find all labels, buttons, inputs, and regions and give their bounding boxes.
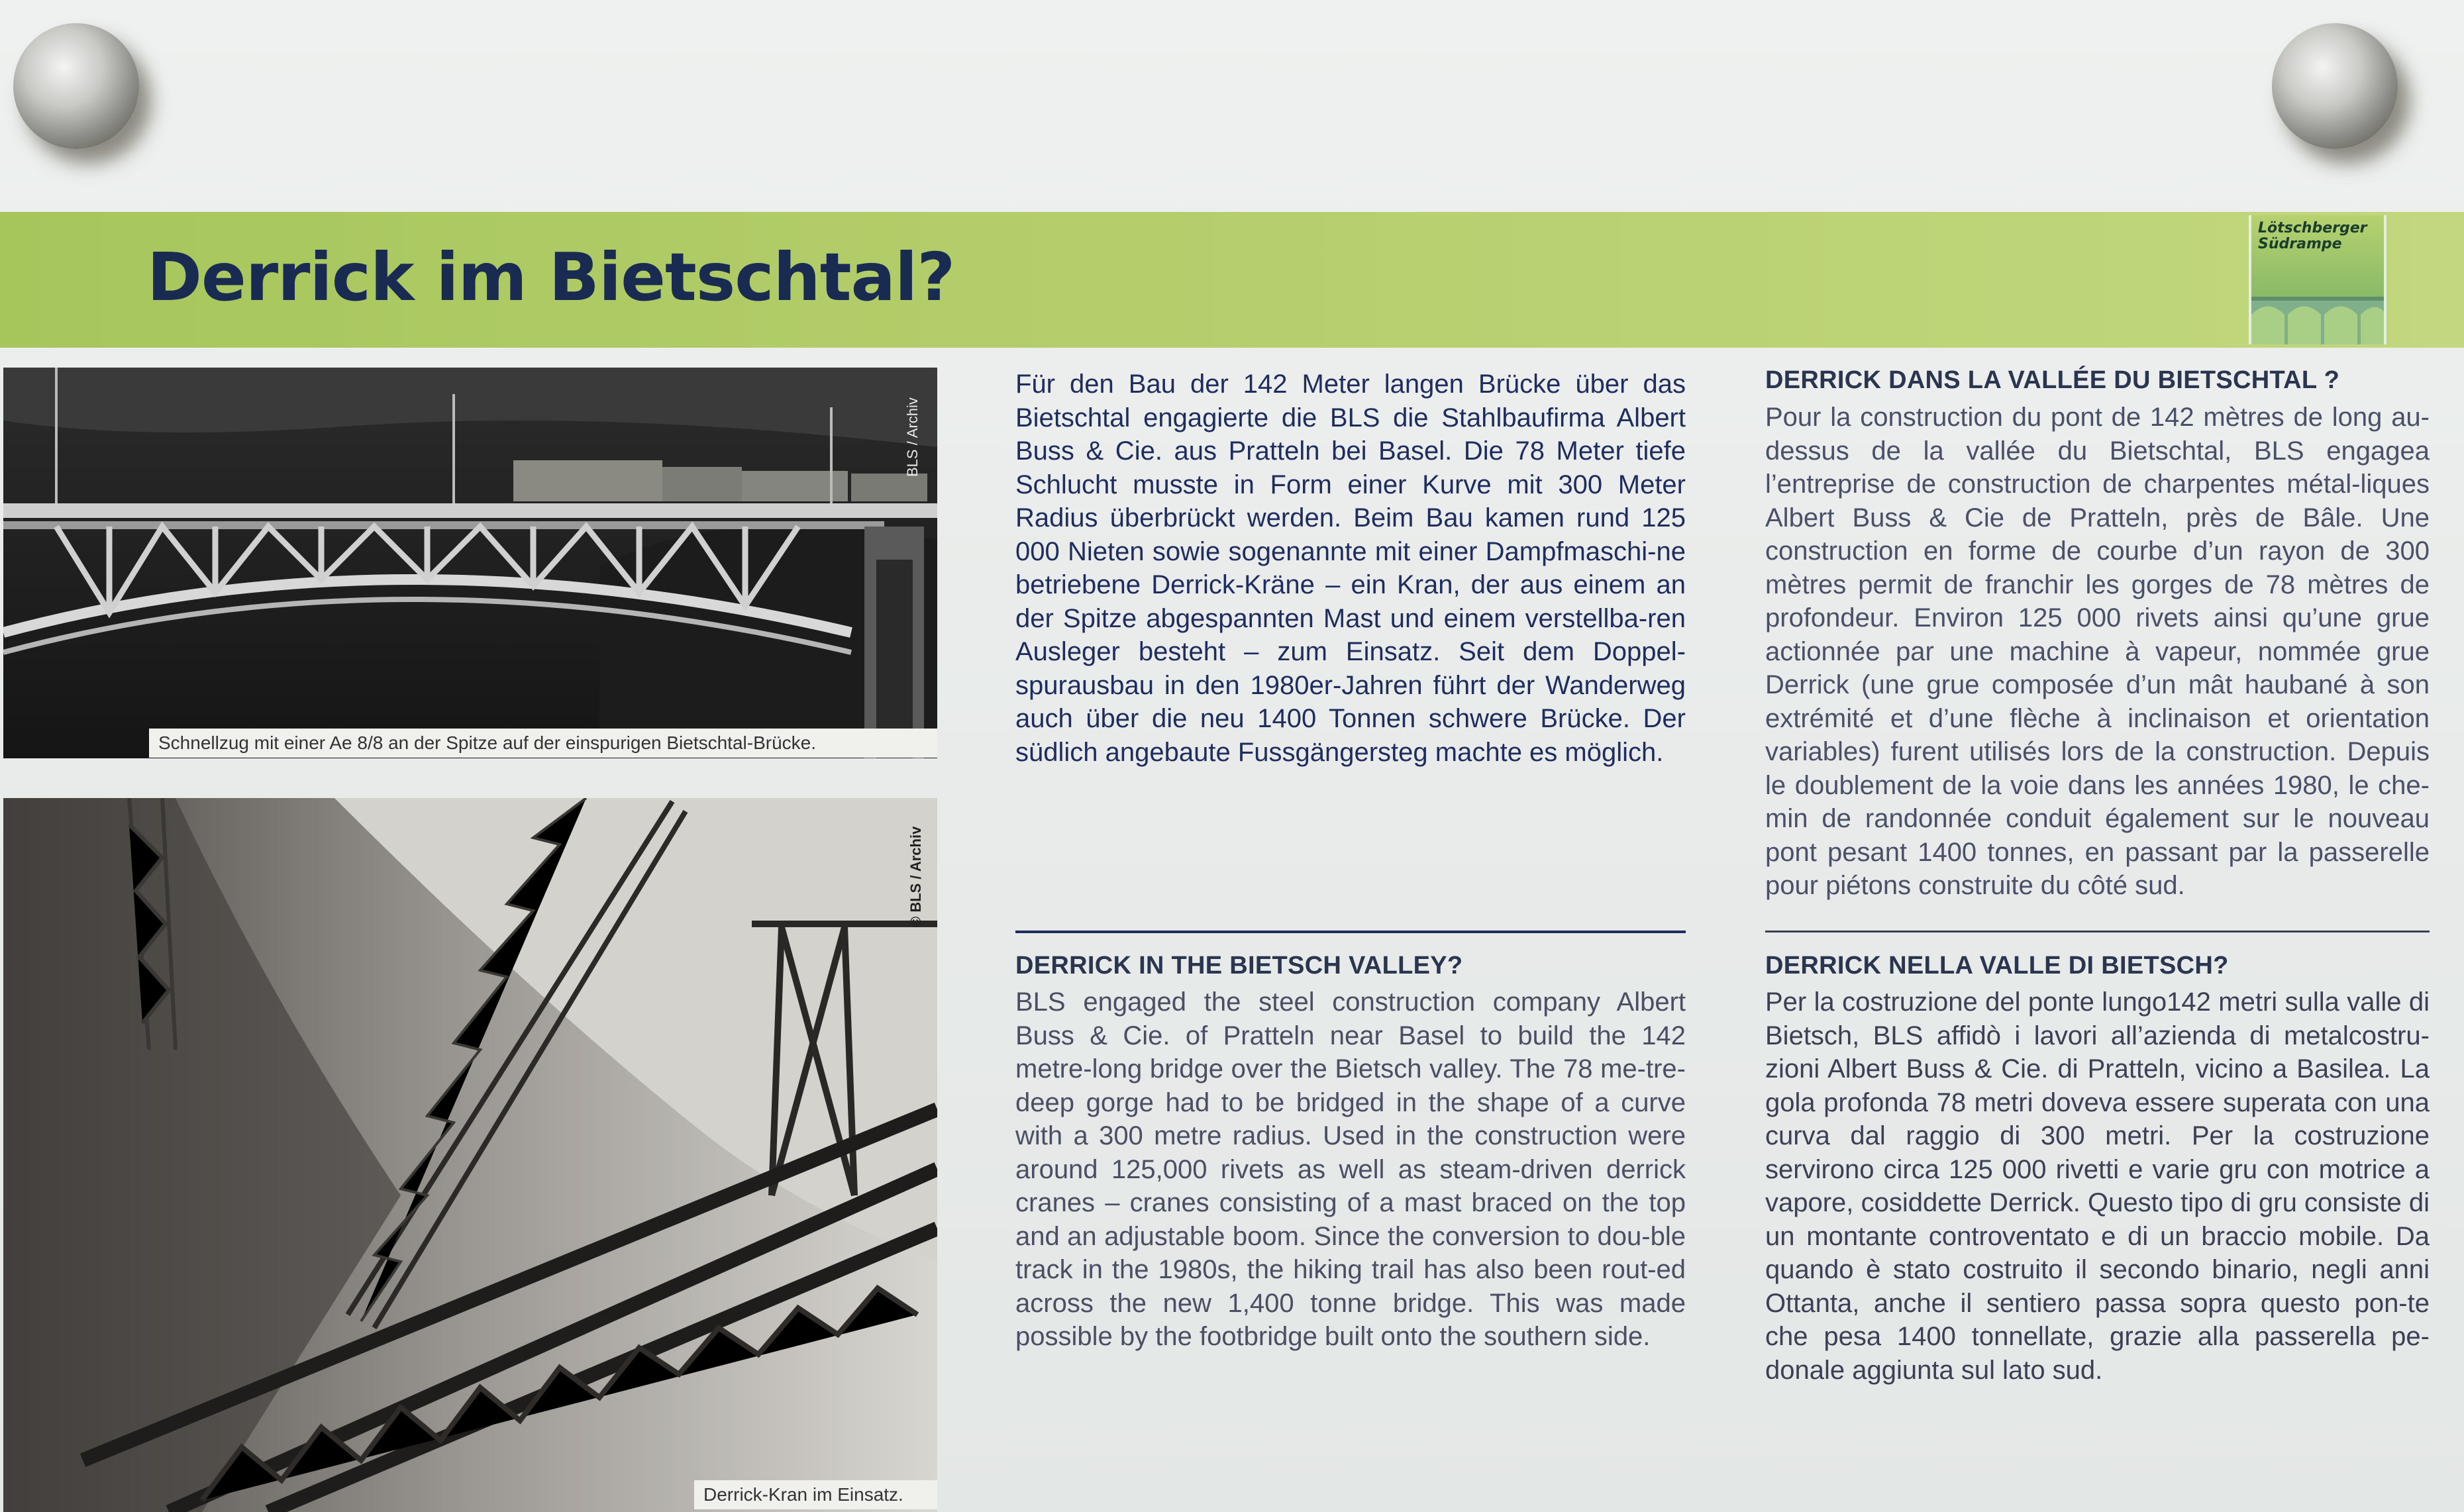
mounting-bolt-left <box>13 23 139 149</box>
french-heading: DERRICK DANS LA VALLÉE DU BIETSCHTAL ? <box>1765 366 2340 394</box>
bridge-train-illustration <box>3 368 937 758</box>
italian-body-text: Per la costruzione del ponte lungo142 metri sulla valle di Bietsch, BLS affidò i lavori all’azienda di metalcostru-zioni Albert Buss & Cie. di Pratteln, vicino a Basilea. La gola profonda 78 metri doveva essere superata con una curva dal raggio di 300 metri. Per la costruzione servirono circa 125 000 rivetti e varie gru con motrice a vapore, cosiddette Derrick. Questo tipo di gru consiste di un montante controventato e di un braccio mobile. Da quando è stato costruito il secondo binario, negli anni Ottanta, anche il sentiero passa sopra questo pon-te che pesa 1400 tonnellate, grazie alla passerella pe-donale aggiunta sul lato sud. <box>1765 987 2430 1385</box>
german-body-text: Für den Bau der 142 Meter langen Brücke über das Bietschtal engagierte die BLS die Stahlbaufirma Albert Buss & Cie. aus Pratteln bei Basel. Die 78 Meter tiefe Schlucht musste in Form einer Kurve mit 300 Meter Radius überbrückt werden. Beim Bau kamen rund 125 000 Nieten sowie sogenannte mit einer Dampfmaschi-ne betriebene Derrick-Kräne – ein Kran, der aus einem an der Spitze abgespannten Mast und einem verstellba-ren Ausleger besteht – zum Einsatz. Seit dem Doppel-spurausbau in den 1980er-Jahren führt der Wanderweg auch über die neu 1400 Tonnen schwere Brücke. Der südlich angebaute Fussgängersteg machte es möglich. <box>1015 370 1686 767</box>
italian-heading: DERRICK NELLA VALLE DI BIETSCH? <box>1765 952 2229 980</box>
loetschberger-suedrampe-logo <box>2249 215 2387 344</box>
divider-italian <box>1765 931 2430 932</box>
divider-english <box>1015 931 1686 933</box>
photo-credit-bottom: © BLS / Archiv <box>907 826 924 927</box>
english-heading: DERRICK IN THE BIETSCH VALLEY? <box>1015 952 1463 980</box>
photo-derrick-crane <box>3 798 937 1512</box>
logo-text: Lötschberger Südrampe <box>2258 220 2367 252</box>
mounting-bolt-right <box>2272 23 2398 149</box>
english-body-text: BLS engaged the steel construction company Albert Buss & Cie. of Pratteln near Basel to build the 142 metre-long bridge over the Bietsch valley. The 78 me-tre-deep gorge had to be bridged in the shape of a curve with a 300 metre radius. Used in the construction were around 125,000 rivets as well as steam-driven derrick cranes – cranes consisting of a mast braced on the top and an adjustable boom. Since the conversion to dou-ble track in the 1980s, the hiking trail has also been rout-ed across the new 1,400 tonne bridge. This was made possible by the footbridge built onto the southern side. <box>1015 987 1686 1351</box>
viaduct-arches-icon <box>2251 278 2384 344</box>
photo-caption-bottom: Derrick-Kran im Einsatz. <box>694 1480 937 1509</box>
photo-caption-top: Schnellzug mit einer Ae 8/8 an der Spitze auf der einspurigen Bietschtal-Brücke. <box>149 729 937 758</box>
photo-train-on-bridge <box>3 368 937 758</box>
derrick-crane-illustration <box>3 798 937 1512</box>
photo-credit-top: BLS / Archiv <box>904 397 921 477</box>
sign-title: Derrick im Bietschtal? <box>147 238 955 316</box>
french-body-text: Pour la construction du pont de 142 mètres de long au-dessus de la vallée du Bietschtal, BLS engagea l’entreprise de construction de charpentes métal-liques Albert Buss & Cie de Pratteln, près de Bâle. Une construction en forme de courbe d’un rayon de 300 mètres permit de franchir les gorges de 78 mètres de profondeur. Environ 125 000 rivets ainsi qu’une grue actionnée par une machine à vapeur, nommée grue Derrick (une grue composée d’un mât haubané à son extrémité et d’une flèche à inclinaison et orientation variables) furent utilisés lors de la construction. Depuis le doublement de la voie dans les années 1980, le che-min de randonnée conduit également sur le nouveau pont pesant 1400 tonnes, en passant par la passerelle pour piétons construite du côté sud. <box>1765 403 2430 900</box>
